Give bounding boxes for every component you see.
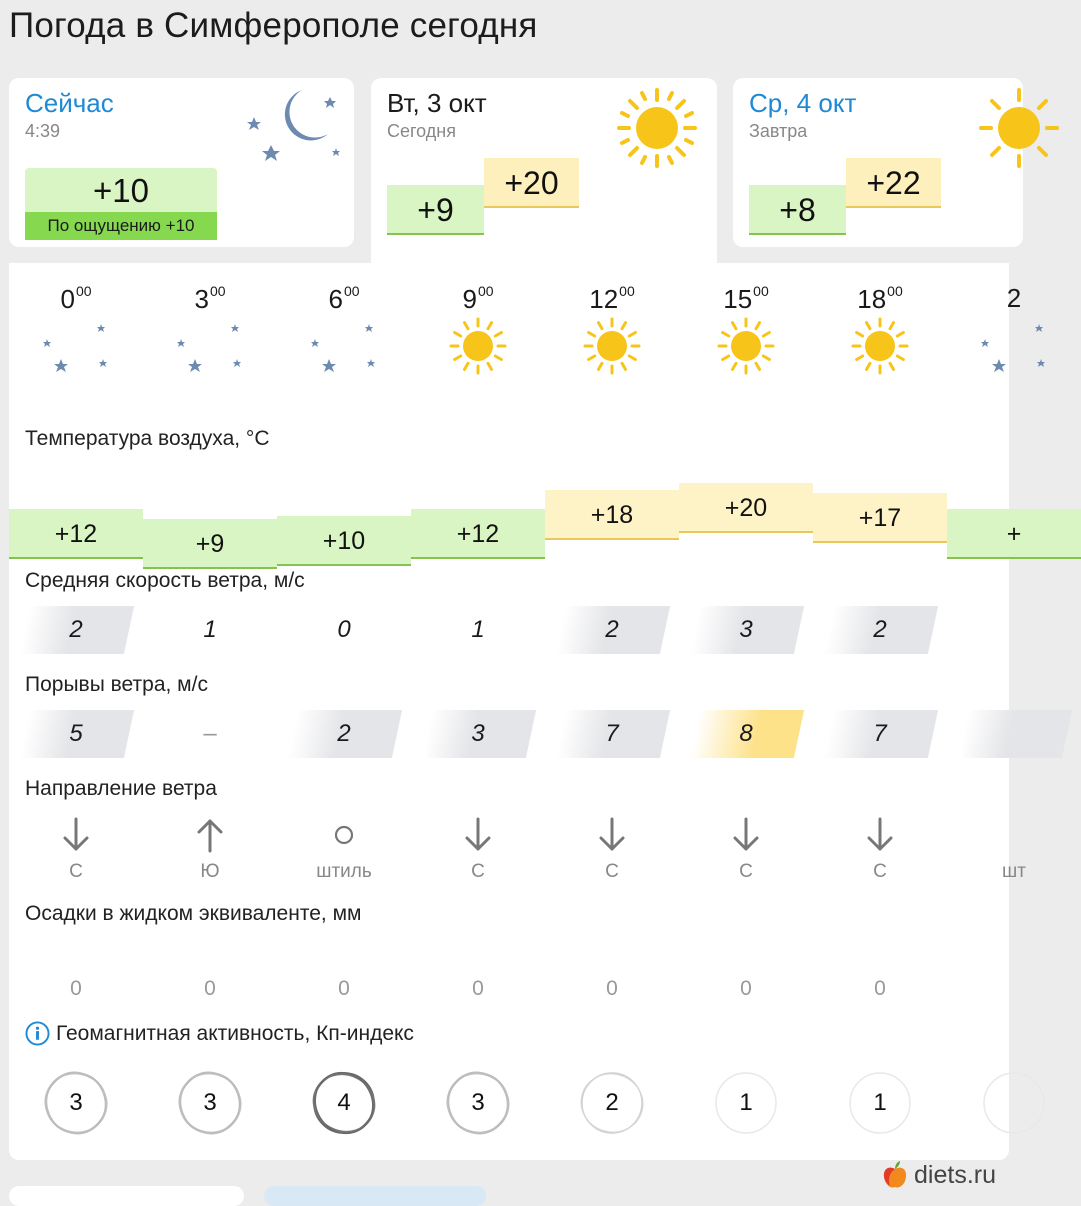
temp-cell: +18 (545, 490, 679, 540)
geomag-title[interactable] (25, 1021, 414, 1046)
minutes-value: 00 (209, 283, 226, 299)
bottom-card[interactable] (9, 1186, 244, 1206)
geomag-label: Геомагнитная активность, Кп-индекс (56, 1021, 414, 1045)
hour-label (411, 283, 545, 315)
wind-speed-value: 1 (203, 616, 217, 643)
moon-stars-icon (9, 315, 143, 385)
temp-cell: + (947, 509, 1081, 559)
wind-direction-cell (411, 815, 545, 883)
minutes-value: 00 (477, 283, 494, 299)
moon-stars-icon (244, 84, 344, 169)
wind-speed-value: 2 (605, 616, 619, 643)
bottom-card-accent[interactable] (264, 1186, 486, 1206)
arrow-down-icon (9, 815, 143, 855)
wind-speed-cell (545, 606, 679, 654)
geomag-cell (411, 1068, 545, 1138)
gust-cell (679, 710, 813, 758)
arrow-up-icon (143, 815, 277, 855)
hour-value: 18 (857, 284, 887, 314)
temp-max: +20 (484, 158, 579, 208)
moon-stars-icon (947, 315, 1081, 385)
geomag-value: 3 (69, 1089, 83, 1116)
gusts-title: Порывы ветра, м/с (25, 673, 208, 696)
geomag-cell (679, 1068, 813, 1138)
wind-direction-label: С (739, 861, 753, 882)
arrow-down-icon (545, 815, 679, 855)
sun-icon (813, 315, 947, 385)
moon-stars-icon (277, 315, 411, 385)
gust-cell (277, 710, 411, 758)
gust-cell (813, 710, 947, 758)
temperature-title: Температура воздуха, °C (25, 427, 270, 450)
wind-speed-cell (277, 606, 411, 654)
watermark (882, 1160, 996, 1190)
geomag-cell (813, 1068, 947, 1138)
arrow-down-icon (947, 815, 1081, 855)
geomag-value: 4 (337, 1089, 351, 1116)
geomag-cell (947, 1068, 1081, 1138)
now-label: Сейчас (25, 88, 114, 118)
calm-icon (277, 815, 411, 855)
gust-bg (958, 710, 1072, 758)
wind-direction-cell (813, 815, 947, 883)
info-icon[interactable] (25, 1021, 50, 1046)
day-sub: Завтра (749, 121, 808, 141)
wind-speed-cell (411, 606, 545, 654)
wind-direction-cell (9, 815, 143, 883)
wind-speed-cell (9, 606, 143, 654)
sun-icon (679, 315, 813, 385)
now-temp: +10 (93, 172, 149, 209)
gust-cell (947, 710, 1081, 758)
watermark-text: diets.ru (914, 1160, 996, 1189)
precip-value: 0 (70, 977, 82, 1000)
hour-value: 15 (723, 284, 753, 314)
minutes-value: 00 (75, 283, 92, 299)
precip-value: 0 (740, 977, 752, 1000)
wind-direction-label: шт (1002, 861, 1026, 882)
minutes-value: 00 (619, 283, 635, 299)
wind-direction-label: штиль (316, 861, 372, 882)
wind-speed-value: 0 (337, 616, 351, 643)
hour-label (277, 283, 411, 315)
wind-speed-cell (679, 606, 813, 654)
geomag-circle (982, 1071, 1046, 1135)
geomag-cell (143, 1068, 277, 1138)
gust-value: 5 (69, 720, 83, 747)
sun-icon (411, 315, 545, 385)
page-title: Погода в Симферополе сегодня (9, 6, 538, 45)
hour-value: 3 (194, 284, 209, 314)
geomag-circle (312, 1071, 376, 1135)
wind-direction-cell (679, 815, 813, 883)
gust-value: 3 (471, 720, 485, 747)
wind-speed-cell (143, 606, 277, 654)
temp-cell: +17 (813, 493, 947, 543)
precip-value: 0 (338, 977, 350, 1000)
wind-direction-cell (277, 815, 411, 883)
temp-max: +22 (846, 158, 941, 208)
wind-speed-title: Средняя скорость ветра, м/с (25, 569, 305, 592)
arrow-down-icon (813, 815, 947, 855)
hour-label (813, 283, 947, 315)
wind-direction-label: С (69, 861, 83, 882)
wind-direction-cell (545, 815, 679, 883)
temp-min: +8 (749, 185, 846, 235)
hour-value: 2 (1006, 283, 1022, 313)
geomag-circle (848, 1071, 912, 1135)
gust-value: 7 (605, 720, 619, 747)
temp-cell: +12 (9, 509, 143, 559)
wind-speed-value: 2 (69, 616, 83, 643)
wind-direction-label: С (605, 861, 619, 882)
now-temp-box (25, 168, 217, 240)
wind-direction-cell (143, 815, 277, 883)
geomag-circle (44, 1071, 108, 1135)
precip-value: 0 (204, 977, 216, 1000)
apple-logo-icon (882, 1160, 908, 1190)
gust-cell (411, 710, 545, 758)
hour-value: 12 (589, 284, 619, 314)
gust-cell (545, 710, 679, 758)
geomag-circle (580, 1071, 644, 1135)
precip-title: Осадки в жидком эквиваленте, мм (25, 902, 362, 925)
temp-cell: +20 (679, 483, 813, 533)
gust-cell (9, 710, 143, 758)
direction-title: Направление ветра (25, 777, 217, 800)
temp-cell: +12 (411, 509, 545, 559)
wind-direction-cell (947, 815, 1081, 883)
sun-icon (615, 86, 699, 175)
geomag-circle (178, 1071, 242, 1135)
geomag-value: 3 (471, 1089, 485, 1116)
sun-icon (545, 315, 679, 385)
hour-value: 9 (462, 284, 477, 314)
gust-cell (143, 710, 277, 758)
feels-like: По ощущению +10 (25, 212, 217, 240)
geomag-cell (9, 1068, 143, 1138)
temp-cell: +10 (277, 516, 411, 566)
wind-direction-label: Ю (200, 861, 220, 882)
hour-label (9, 283, 143, 315)
moon-stars-icon (143, 315, 277, 385)
geomag-cell (545, 1068, 679, 1138)
geomag-cell (277, 1068, 411, 1138)
geomag-value: 2 (605, 1089, 619, 1116)
wind-speed-value: 1 (471, 616, 485, 643)
geomag-value: 3 (203, 1089, 217, 1116)
wind-speed-value: 3 (739, 616, 753, 643)
gust-value: 2 (337, 720, 351, 747)
hour-value: 6 (328, 284, 343, 314)
day-card-tomorrow[interactable] (733, 78, 1023, 247)
geomag-circle (446, 1071, 510, 1135)
current-weather-card[interactable] (9, 78, 354, 247)
gust-value: 7 (873, 720, 887, 747)
hour-value: 0 (60, 284, 75, 314)
day-sub: Сегодня (387, 121, 456, 141)
hour-label (545, 283, 679, 315)
hourly-forecast-panel (9, 263, 1026, 1160)
precip-value: 0 (606, 977, 618, 1000)
gust-value: 8 (739, 720, 753, 747)
geomag-value: 1 (739, 1089, 753, 1116)
geomag-value: 1 (873, 1089, 887, 1116)
precip-value: 0 (874, 977, 886, 1000)
day-name: Вт, 3 окт (387, 88, 487, 118)
minutes-value: 00 (753, 283, 769, 299)
temp-cell: +9 (143, 519, 277, 569)
precip-value: 0 (472, 977, 484, 1000)
arrow-down-icon (411, 815, 545, 855)
wind-direction-label: С (471, 861, 485, 882)
minutes-value: 00 (343, 283, 360, 299)
gust-value: – (203, 720, 217, 747)
arrow-down-icon (679, 815, 813, 855)
day-name: Ср, 4 окт (749, 88, 857, 118)
wind-speed-value: 2 (873, 616, 887, 643)
temp-min: +9 (387, 185, 484, 235)
minutes-value: 00 (887, 283, 903, 299)
sun-icon (977, 86, 1061, 175)
hour-label (143, 283, 277, 315)
wind-direction-label: С (873, 861, 887, 882)
day-card-today[interactable] (371, 78, 717, 263)
geomag-circle (714, 1071, 778, 1135)
now-time: 4:39 (25, 121, 61, 141)
hour-label (947, 283, 1081, 314)
wind-speed-cell (813, 606, 947, 654)
hour-label (679, 283, 813, 315)
